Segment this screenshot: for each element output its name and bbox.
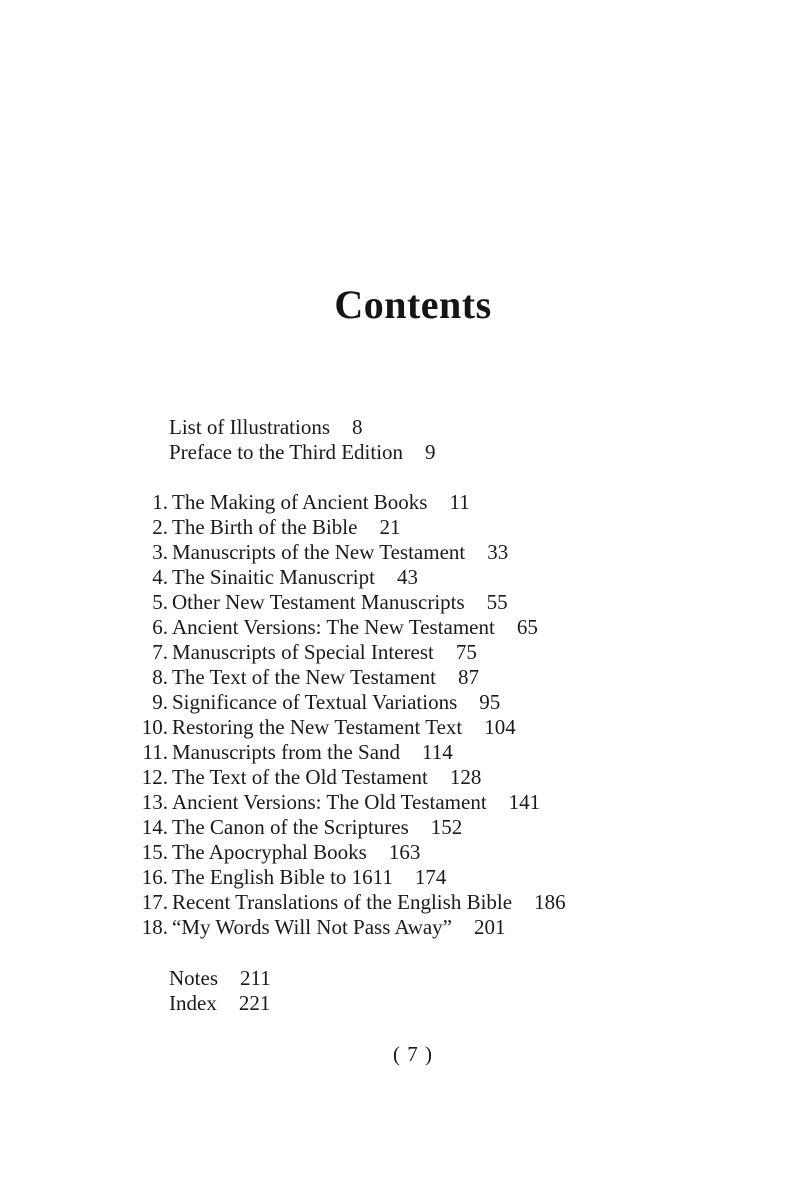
page-number: ( 7 )	[393, 1042, 433, 1066]
toc-chapter-8	[130, 665, 479, 690]
toc-entry-index	[169, 991, 270, 1016]
chapter-title: Manuscripts of the New Testament	[172, 540, 466, 564]
chapter-page: 152	[430, 815, 463, 839]
chapter-title: Significance of Textual Variations	[172, 690, 458, 714]
chapter-page: 43	[396, 565, 418, 589]
chapter-title: Manuscripts of Special Interest	[172, 640, 434, 664]
chapter-page: 201	[474, 915, 506, 939]
chapter-title: The Text of the New Testament	[172, 665, 436, 689]
toc-chapter-17	[130, 890, 566, 915]
chapter-page: 163	[388, 840, 421, 864]
chapter-number: 7.	[152, 640, 168, 664]
toc-chapter-14	[130, 815, 462, 840]
chapter-page: 87	[457, 665, 479, 689]
chapter-title: The Birth of the Bible	[172, 515, 358, 539]
chapter-title: The Making of Ancient Books	[172, 490, 428, 514]
chapter-number: 8.	[152, 665, 168, 689]
chapter-page: 174	[414, 865, 447, 889]
chapter-number: 16.	[141, 865, 168, 889]
chapter-number: 18.	[141, 915, 168, 939]
toc-chapter-15	[130, 840, 420, 865]
toc-chapter-4	[130, 565, 418, 590]
chapter-number: 1.	[152, 490, 168, 514]
toc-chapter-10	[130, 715, 516, 740]
chapter-title: Manuscripts from the Sand	[172, 740, 401, 764]
toc-chapter-18	[130, 915, 506, 940]
toc-entry-list-of-illustrations	[169, 415, 363, 440]
chapter-page: 128	[449, 765, 482, 789]
toc-entry-preface	[169, 440, 436, 465]
chapter-page: 95	[479, 690, 501, 714]
chapter-title: The Sinaitic Manuscript	[172, 565, 375, 589]
chapter-number: 4.	[152, 565, 168, 589]
chapter-title: The English Bible to 1611	[172, 865, 393, 889]
toc-chapter-13	[130, 790, 540, 815]
chapter-number: 12.	[141, 765, 168, 789]
chapter-page: 55	[486, 590, 508, 614]
chapter-number: 11.	[142, 740, 168, 764]
chapter-number: 17.	[141, 890, 168, 914]
toc-chapter-12	[130, 765, 481, 790]
chapter-title: The Canon of the Scriptures	[172, 815, 409, 839]
chapter-number: 13.	[141, 790, 168, 814]
chapter-page: 21	[379, 515, 401, 539]
toc-chapter-6	[130, 615, 538, 640]
chapter-page: 104	[484, 715, 516, 739]
chapter-title: “My Words Will Not Pass Away”	[172, 915, 453, 939]
toc-chapter-7	[130, 640, 477, 665]
entry-title: Notes	[169, 966, 218, 990]
chapter-number: 6.	[152, 615, 168, 639]
chapter-number: 3.	[152, 540, 168, 564]
entry-page: 211	[240, 966, 271, 990]
entry-page: 221	[238, 991, 271, 1015]
toc-chapter-16	[130, 865, 446, 890]
chapter-page: 33	[487, 540, 509, 564]
chapter-number: 5.	[152, 590, 168, 614]
toc-chapter-9	[130, 690, 500, 715]
chapter-page: 141	[508, 790, 541, 814]
chapter-title: The Text of the Old Testament	[172, 765, 428, 789]
chapter-title: Ancient Versions: The New Testament	[172, 615, 495, 639]
toc-chapter-1	[130, 490, 470, 515]
entry-title: Preface to the Third Edition	[169, 440, 404, 464]
entry-title: List of Illustrations	[169, 415, 330, 439]
entry-page: 8	[352, 415, 363, 439]
chapter-title: Recent Translations of the English Bible	[172, 890, 513, 914]
chapter-number: 9.	[152, 690, 168, 714]
toc-chapter-11	[130, 740, 453, 765]
chapter-page: 65	[516, 615, 538, 639]
chapter-page: 186	[534, 890, 566, 914]
toc-chapter-3	[130, 540, 508, 565]
entry-title: Index	[169, 991, 217, 1015]
entry-page: 9	[425, 440, 436, 464]
chapter-number: 14.	[141, 815, 168, 839]
chapter-page: 114	[422, 740, 453, 764]
chapter-page: 75	[455, 640, 477, 664]
page-title: Contents	[334, 281, 492, 327]
chapter-number: 2.	[152, 515, 168, 539]
toc-chapter-2	[130, 515, 400, 540]
chapter-title: Ancient Versions: The Old Testament	[172, 790, 487, 814]
toc-entry-notes	[169, 966, 271, 991]
chapter-title: Restoring the New Testament Text	[172, 715, 463, 739]
chapter-title: Other New Testament Manuscripts	[172, 590, 465, 614]
chapter-number: 15.	[141, 840, 168, 864]
chapter-page: 11	[449, 490, 470, 514]
chapter-title: The Apocryphal Books	[172, 840, 367, 864]
chapter-number: 10.	[141, 715, 168, 739]
toc-chapter-5	[130, 590, 508, 615]
